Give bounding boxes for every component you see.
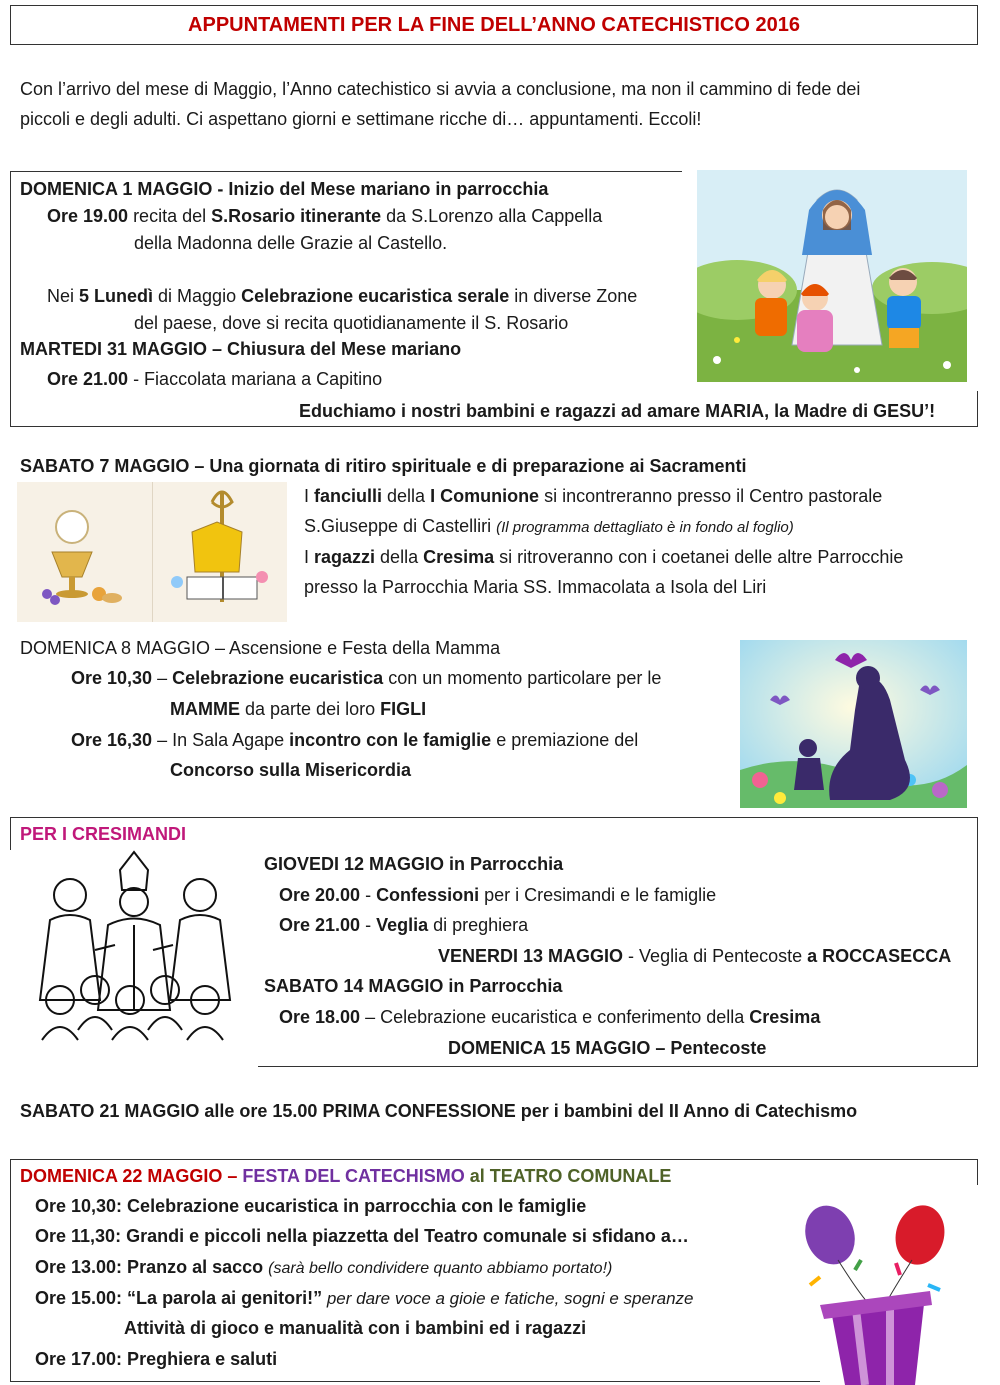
time-1630: Ore 16,30 <box>71 730 153 750</box>
may-heading: DOMENICA 1 MAGGIO - Inizio del Mese mariano in parrocchia <box>20 179 549 199</box>
text: I <box>304 547 315 567</box>
festa-catechismo: FESTA DEL CATECHISMO <box>242 1166 465 1186</box>
time-21: Ore 21.00 <box>47 369 129 389</box>
cresimandi-box-left <box>10 817 11 850</box>
mamme: MAMME <box>170 699 240 719</box>
domenica8-line-2 <box>170 697 426 721</box>
text: – <box>152 668 173 688</box>
cresimandi-heading-2: SABATO 14 MAGGIO in Parrocchia <box>264 976 563 996</box>
cresimandi-label: PER I CRESIMANDI <box>20 824 187 844</box>
sabato7-line-3 <box>304 545 903 569</box>
text: per i Cresimandi e le famiglie <box>479 885 717 905</box>
may-line-4: del paese, dove si recita quotidianamente il S. Rosario <box>134 313 569 333</box>
text: - Veglia di Pentecoste <box>623 946 808 966</box>
may-box-bottom-border <box>10 426 978 427</box>
domenica22-line-4 <box>35 1286 694 1311</box>
text: e premiazione del <box>491 730 639 750</box>
prima-comunione: I Comunione <box>430 486 540 506</box>
intro-line-2: piccoli e degli adulti. Ci aspettano giorni e settimane ricche di… appuntamenti. Eccoli! <box>20 109 702 129</box>
sabato7-line-4: presso la Parrocchia Maria SS. Immacolata a Isola del Liri <box>304 577 767 597</box>
veglia: Veglia <box>376 915 429 935</box>
cresima: Cresima <box>749 1007 821 1027</box>
text: di preghiera <box>428 915 529 935</box>
intro-line-1: Con l’arrivo del mese di Maggio, l’Anno catechistico si avvia a conclusione, ma non il cammino di fede dei <box>20 79 861 99</box>
may-line-5 <box>47 367 382 391</box>
text: si ritroveranno con i coetanei delle altre Parrocchie <box>494 547 904 567</box>
cresimandi-line-1 <box>279 883 716 907</box>
ragazzi: ragazzi <box>314 547 376 567</box>
madonna-children-illustration <box>697 170 967 382</box>
text: Nei <box>47 286 80 306</box>
cresimandi-line-5: DOMENICA 15 MAGGIO – Pentecoste <box>448 1038 767 1058</box>
mother-child-butterflies-illustration <box>740 640 967 808</box>
domenica22-box-right <box>977 1159 978 1185</box>
cresimandi-line-3 <box>438 944 951 968</box>
figli: FIGLI <box>380 699 427 719</box>
roccasecca: a ROCCASECCA <box>807 946 952 966</box>
text: - <box>360 885 377 905</box>
party-gift-box-illustration <box>790 1195 965 1385</box>
text: I <box>304 486 315 506</box>
cresimandi-box-right <box>977 817 978 1067</box>
may-line-1 <box>47 204 602 228</box>
cinque-lunedi: 5 Lunedì <box>79 286 154 306</box>
domenica22-line-3 <box>35 1255 612 1281</box>
incontro-famiglie: incontro con le famiglie <box>289 730 492 750</box>
communion-chalice-illustration <box>17 482 287 622</box>
domenica22-line-1: Ore 10,30: Celebrazione eucaristica in parrocchia con le famiglie <box>35 1196 587 1216</box>
domenica8-line-1 <box>71 666 661 690</box>
text: in diverse Zone <box>509 286 638 306</box>
domenica22-line-2: Ore 11,30: Grandi e piccoli nella piazzetta del Teatro comunale si sfidano a… <box>35 1226 689 1246</box>
domenica8-line-4: Concorso sulla Misericordia <box>170 760 412 780</box>
text: recita del <box>128 206 212 226</box>
domenica22-line-6: Ore 17.00: Preghiera e saluti <box>35 1349 278 1369</box>
may-motto: Educhiamo i nostri bambini e ragazzi ad amare MARIA, la Madre di GESU’! <box>299 401 936 421</box>
fanciulli: fanciulli <box>314 486 383 506</box>
text: con un momento particolare per le <box>383 668 662 688</box>
al: al <box>464 1166 490 1186</box>
cresimandi-line-2 <box>279 913 528 937</box>
celebrazione-serale: Celebrazione eucaristica serale <box>241 286 510 306</box>
pranzo: Ore 13.00: Pranzo al sacco <box>35 1257 269 1277</box>
sabato7-line-2 <box>304 514 794 540</box>
rosario-itinerante: S.Rosario itinerante <box>211 206 382 226</box>
text: - <box>360 915 377 935</box>
may-line-3 <box>47 284 637 308</box>
cresimandi-heading-1: GIOVEDI 12 MAGGIO in Parrocchia <box>264 854 564 874</box>
text: - Fiaccolata mariana a Capitino <box>128 369 383 389</box>
text: – Celebrazione eucaristica e conferimento della <box>360 1007 750 1027</box>
may-box-top-border <box>10 171 682 172</box>
text: – In Sala Agape <box>152 730 290 750</box>
venerdi-13: VENERDI 13 MAGGIO <box>438 946 624 966</box>
parola-note: per dare voce a gioie e fatiche, sogni e speranze <box>322 1289 694 1308</box>
sabato21-line: SABATO 21 MAGGIO alle ore 15.00 PRIMA CONFESSIONE per i bambini del II Anno di Catechismo <box>20 1101 858 1121</box>
time-19: Ore 19.00 <box>47 206 129 226</box>
domenica22-box-top <box>10 1159 978 1160</box>
domenica22-heading <box>20 1164 671 1188</box>
domenica22-date: DOMENICA 22 MAGGIO <box>20 1166 223 1186</box>
may-box-right-border <box>977 391 978 427</box>
domenica22-box-left <box>10 1159 11 1381</box>
celebrazione: Celebrazione eucaristica <box>172 668 384 688</box>
cresimandi-box-bottom <box>258 1066 978 1067</box>
text: della <box>375 547 424 567</box>
text: di Maggio <box>153 286 242 306</box>
bishop-confirmation-drawing <box>20 850 248 1042</box>
teatro-comunale: TEATRO COMUNALE <box>489 1166 672 1186</box>
parola-genitori: Ore 15.00: “La parola ai genitori!” <box>35 1288 323 1308</box>
sabato7-heading: SABATO 7 MAGGIO – Una giornata di ritiro spirituale e di preparazione ai Sacramenti <box>20 456 747 476</box>
page-title: APPUNTAMENTI PER LA FINE DELL’ANNO CATECHISTICO 2016 <box>188 14 800 36</box>
text: si incontreranno presso il Centro pastorale <box>539 486 883 506</box>
dash: – <box>222 1166 243 1186</box>
text: S.Giuseppe di Castelliri <box>304 516 497 536</box>
time-20: Ore 20.00 <box>279 885 361 905</box>
text: da S.Lorenzo alla Cappella <box>381 206 603 226</box>
cresimandi-line-4 <box>279 1005 820 1029</box>
cresima: Cresima <box>423 547 495 567</box>
text: da parte dei loro <box>240 699 381 719</box>
domenica8-line-3 <box>71 728 638 752</box>
sabato7-line-1 <box>304 484 882 508</box>
domenica22-line-5: Attività di gioco e manualità con i bambini ed i ragazzi <box>124 1318 587 1338</box>
time-18: Ore 18.00 <box>279 1007 361 1027</box>
domenica8-heading: DOMENICA 8 MAGGIO – Ascensione e Festa della Mamma <box>20 638 501 658</box>
may-box-left-border <box>10 171 11 426</box>
cresimandi-box-top <box>10 817 978 818</box>
programma-note: (Il programma dettagliato è in fondo al foglio) <box>496 519 794 536</box>
time-1030: Ore 10,30 <box>71 668 153 688</box>
text: della <box>382 486 431 506</box>
domenica22-box-bottom <box>10 1381 820 1382</box>
may-line-2: della Madonna delle Grazie al Castello. <box>134 233 448 253</box>
pranzo-note: (sarà bello condividere quanto abbiamo portato!) <box>268 1260 613 1277</box>
may-heading-2: MARTEDI 31 MAGGIO – Chiusura del Mese mariano <box>20 339 462 359</box>
confessioni: Confessioni <box>376 885 480 905</box>
time-21: Ore 21.00 <box>279 915 361 935</box>
